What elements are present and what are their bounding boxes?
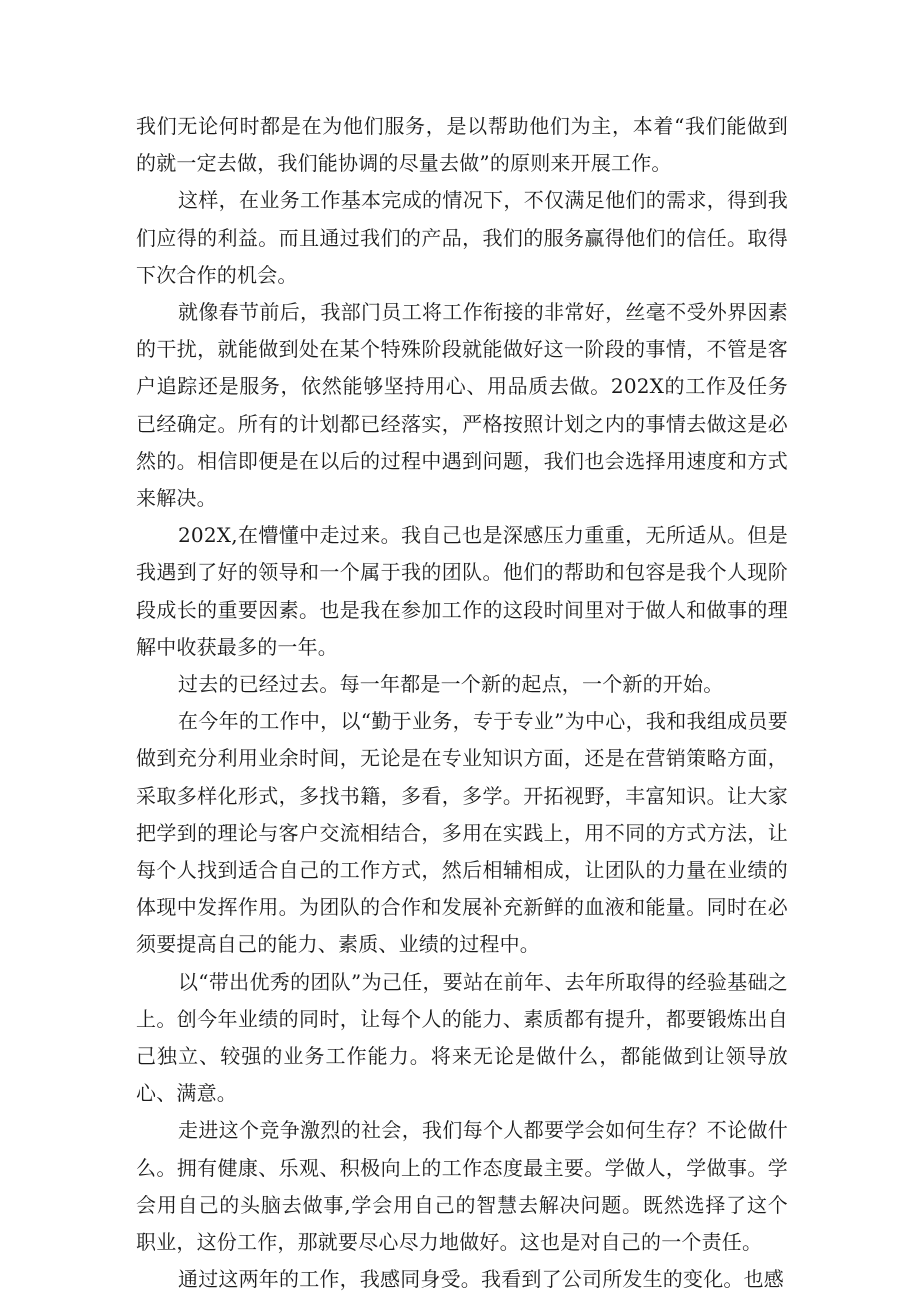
paragraph-6: 在今年的工作中，以“勤于业务，专于专业”为中心，我和我组成员要做到充分利用业余时间，无论是在专业知识方面，还是在营销策略方面，采取多样化形式，多找书籍，多看，多学。开拓视野，丰富知识。让大家把学到的理论与客户交流相结合，多用在实践上，用不同的方式方法，让每个人找到适合自己的工作方式，然后相辅相成，让团队的力量在业绩的体现中发挥作用。为团队的合作和发展补充新鲜的血液和能量。同时在必须要提高自己的能力、素质、业绩的过程中。 [136,709,788,957]
document-body [136,108,788,1299]
paragraph-3: 就像春节前后，我部门员工将工作衔接的非常好，丝毫不受外界因素的干扰，就能做到处在某个特殊阶段就能做好这一阶段的事情，不管是客户追踪还是服务，依然能够坚持用心、用品质去做。202X的工作及任务已经确定。所有的计划都已经落实，严格按照计划之内的事情去做这是必然的。相信即便是在以后的过程中遇到问题，我们也会选择用速度和方式来解决。 [136,300,788,511]
paragraph-7: 以“带出优秀的团队”为己任，要站在前年、去年所取得的经验基础之上。创今年业绩的同时，让每个人的能力、素质都有提升，都要锻炼出自己独立、较强的业务工作能力。将来无论是做什么，都能做到让领导放心、满意。 [136,969,788,1106]
paragraph-8: 走进这个竞争激烈的社会，我们每个人都要学会如何生存？不论做什么。拥有健康、乐观、积极向上的工作态度最主要。学做人，学做事。学会用自己的头脑去做事,学会用自己的智慧去解决问题。既然选择了这个职业，这份工作，那就要尽心尽力地做好。这也是对自己的一个责任。 [136,1118,788,1255]
paragraph-9: 通过这两年的工作，我感同身受。我看到了公司所发生的变化。也感 [178,1267,784,1292]
paragraph-1: 我们无论何时都是在为他们服务，是以帮助他们为主，本着“我们能做到的就一定去做，我们能协调的尽量去做”的原则来开展工作。 [136,114,788,176]
paragraph-5: 过去的已经过去。每一年都是一个新的起点，一个新的开始。 [178,672,724,697]
paragraph-4: 202X,在懵懂中走过来。我自己也是深感压力重重，无所适从。但是我遇到了好的领导和一个属于我的团队。他们的帮助和包容是我个人现阶段成长的重要因素。也是我在参加工作的这段时间里对于做人和做事的理解中收获最多的一年。 [136,523,788,659]
paragraph-2: 这样，在业务工作基本完成的情况下，不仅满足他们的需求，得到我们应得的利益。而且通过我们的产品，我们的服务赢得他们的信任。取得下次合作的机会。 [136,188,788,287]
